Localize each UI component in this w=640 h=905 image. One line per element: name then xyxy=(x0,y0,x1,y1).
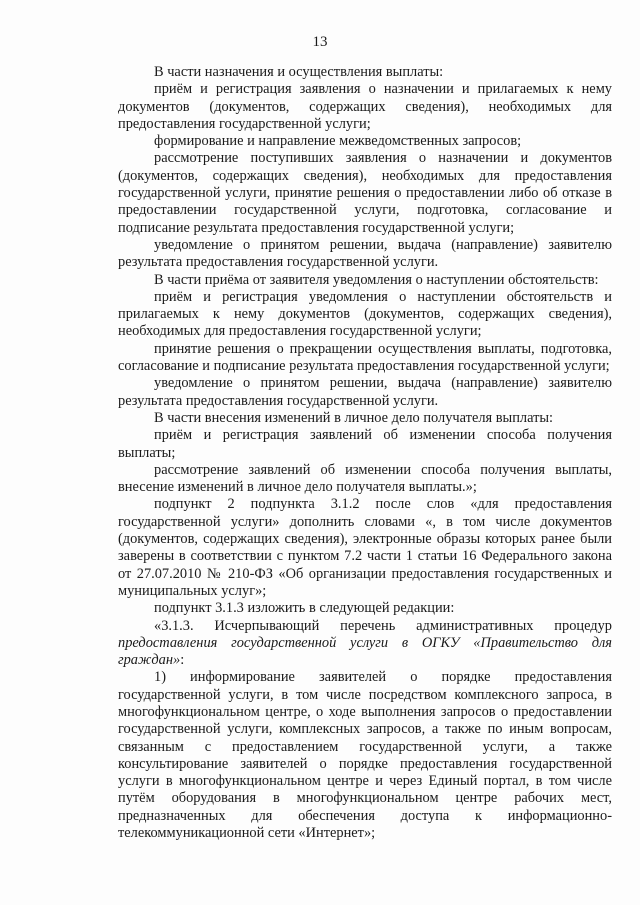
paragraph: формирование и направление межведомственных запросов; xyxy=(154,133,522,150)
paragraph: подпункт 3.1.3 изложить в следующей редакции: xyxy=(154,600,455,617)
section-313-heading xyxy=(118,618,612,670)
list-item-1: 1) информирование заявителей о порядке предоставления государственной услуги, в том числе посредством комплексного запроса, в многофункциональном центре, о ходе выполнения запросов о предоставлении государственной услуги, комплексных запросов, а также по иным вопросам, связанным с предоставлением государственной услуги, а также консультирование заявителей о порядке предоставления государственной услуги в многофункциональном центре и через Единый портал, в том числе путём оборудования в многофункциональном центре рабочих мест, предназначенных для обеспечения доступа к информационно-телекоммуникационной сети «Интернет»; xyxy=(118,669,612,842)
paragraph: приём и регистрация уведомления о наступлении обстоятельств и прилагаемых к нему документов (документов, содержащих сведения), необходимых для предоставления государственной услуги; xyxy=(118,288,612,340)
section-313-head: «3.1.3. Исчерпывающий перечень административных процедур xyxy=(154,617,612,634)
paragraph: принятие решения о прекращении осуществления выплаты, подготовка, согласование и подписание результата предоставления государственной услуги; xyxy=(118,340,612,375)
paragraph: В части приёма от заявителя уведомления о наступлении обстоятельств: xyxy=(154,271,599,288)
paragraph: приём и регистрация заявления о назначении и прилагаемых к нему документов (документов, содержащих сведения), необходимых для предоставления государственной услуги; xyxy=(118,81,612,132)
section-313-italic: предоставления государственной услуги в ОГКУ «Правительство для граждан» xyxy=(118,634,612,669)
paragraph: рассмотрение поступивших заявления о назначении и документов (документов, содержащих сведения), необходимых для предоставления государственной услуги, принятие решения о предоставлении либо об отказе в предоставлении государственной услуги, подготовка, согласование и подписание результата предоставления государственной услуги; xyxy=(118,150,612,236)
paragraph: В части назначения и осуществления выплаты: xyxy=(154,64,444,80)
page-number: 13 xyxy=(312,34,328,50)
paragraph: подпункт 2 подпункта 3.1.2 после слов «для предоставления государственной услуги» дополнить словами «, в том числе документов (документов, содержащих сведения), электронные образы которых ранее были заверены в соответствии с пунктом 7.2 части 1 статьи 16 Федерального закона от 27.07.2010 № 210-ФЗ «Об организации предоставления государственных и муниципальных услуг»; xyxy=(118,496,612,599)
paragraph: рассмотрение заявлений об изменении способа получения выплаты, внесение изменений в личное дело получателя выплаты.»; xyxy=(118,461,612,496)
paragraph: уведомление о принятом решении, выдача (направление) заявителю результата предоставления государственной услуги. xyxy=(118,236,612,271)
document-body xyxy=(118,64,612,842)
paragraph: В части внесения изменений в личное дело получателя выплаты: xyxy=(154,409,554,426)
paragraph: уведомление о принятом решении, выдача (направление) заявителю результата предоставления государственной услуги. xyxy=(118,375,612,409)
section-313-tail: : xyxy=(180,652,185,669)
paragraph: приём и регистрация заявлений об изменении способа получения выплаты; xyxy=(118,427,612,461)
